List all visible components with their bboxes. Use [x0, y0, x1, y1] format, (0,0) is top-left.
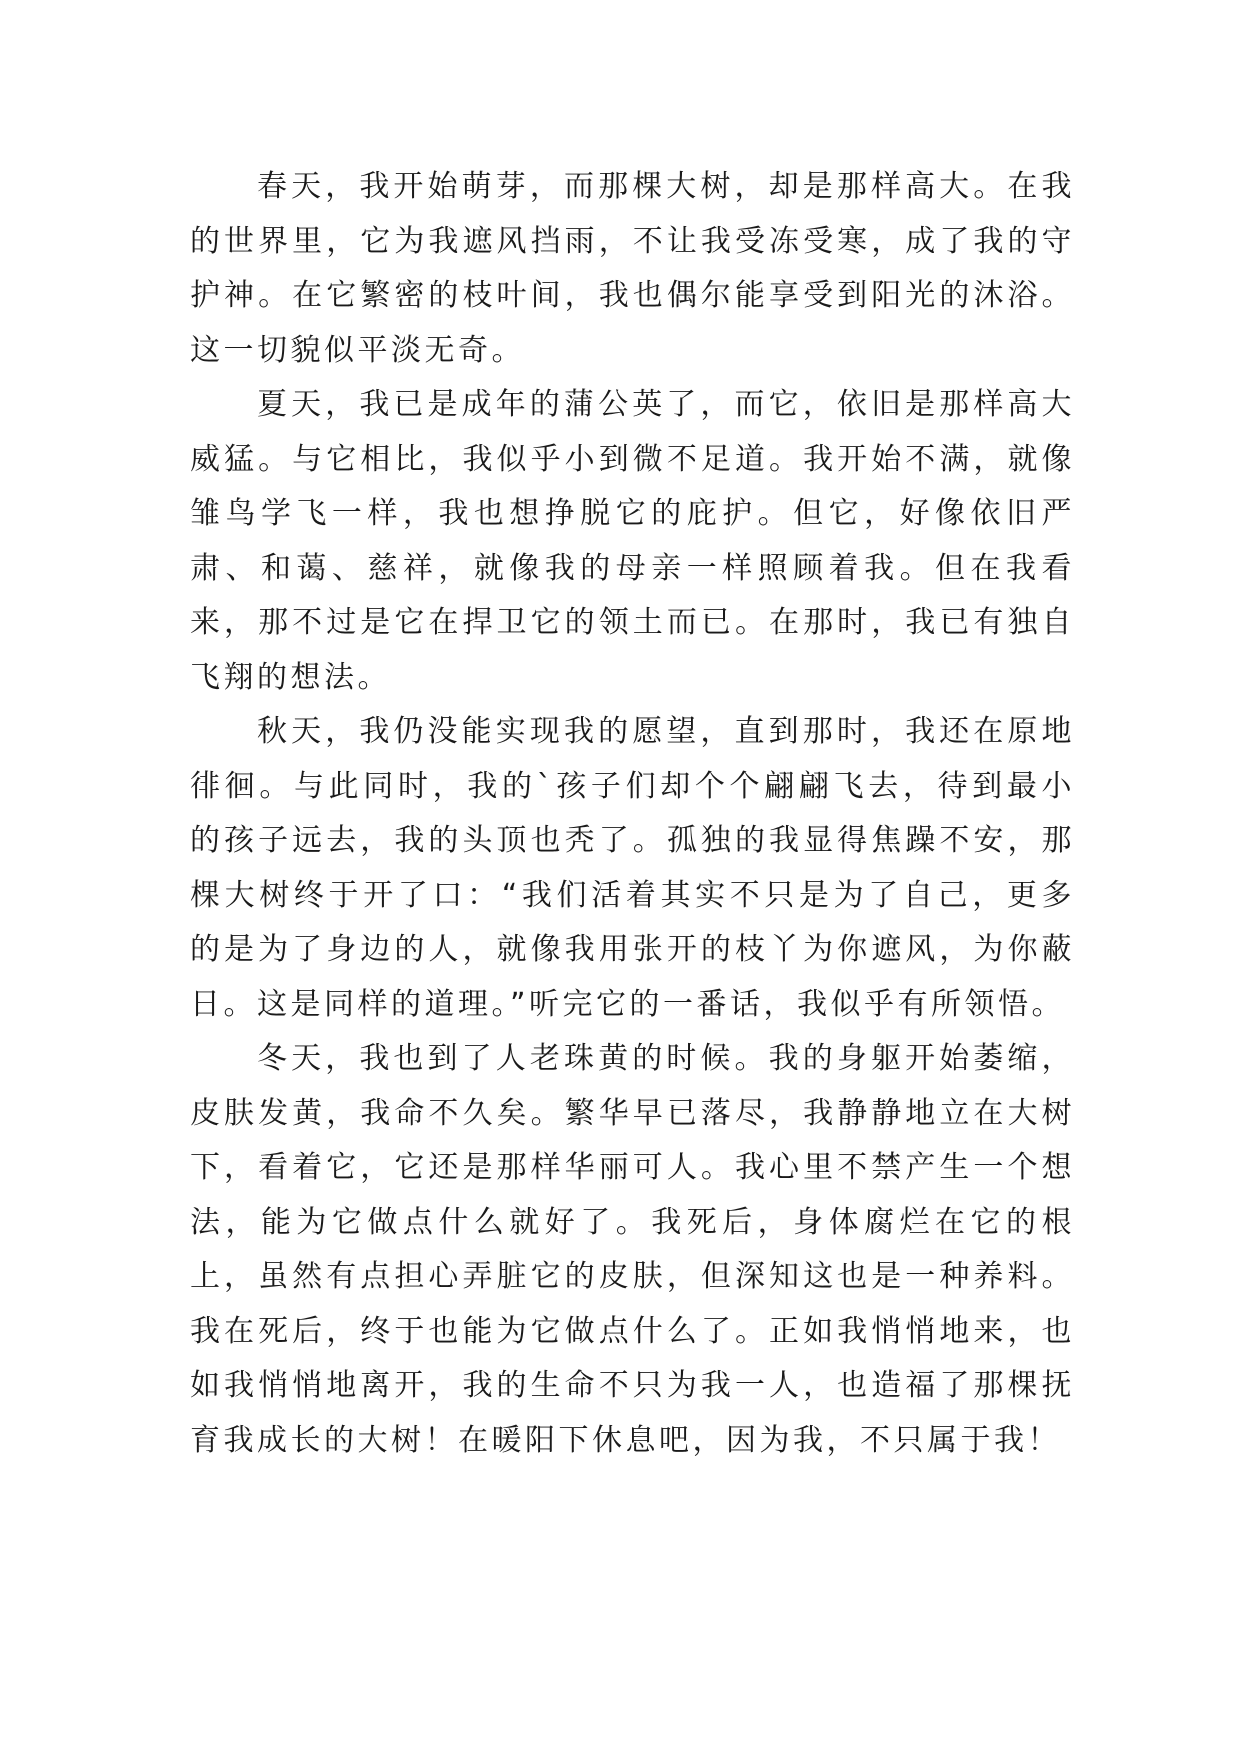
paragraph-summer: 夏天，我已是成年的蒲公英了，而它，依旧是那样高大威猛。与它相比，我似乎小到微不足道。我开始不满，就像雏鸟学飞一样，我也想挣脱它的庇护。但它，好像依旧严肃、和蔼、慈祥，就像我的母亲一样照顾着我。但在我看来，那不过是它在捍卫它的领土而已。在那时，我已有独自飞翔的想法。 [190, 387, 1075, 695]
paragraph-winter: 冬天，我也到了人老珠黄的时候。我的身躯开始萎缩，皮肤发黄，我命不久矣。繁华早已落尽，我静静地立在大树下，看着它，它还是那样华丽可人。我心里不禁产生一个想法，能为它做点什么就好了。我死后，身体腐烂在它的根上，虽然有点担心弄脏它的皮肤，但深知这也是一种养料。我在死后，终于也能为它做点什么了。正如我悄悄地来，也如我悄悄地离开，我的生命不只为我一人，也造福了那棵抚育我成长的大树！在暖阳下休息吧，因为我，不只属于我！ [190, 1041, 1075, 1458]
paragraph-autumn: 秋天，我仍没能实现我的愿望，直到那时，我还在原地徘徊。与此同时，我的`孩子们却个个翩翩飞去，待到最小的孩子远去，我的头顶也秃了。孤独的我显得焦躁不安，那棵大树终于开了口：“我们活着其实不只是为了自己，更多的是为了身边的人，就像我用张开的枝丫为你遮风，为你蔽日。这是同样的道理。”听完它的一番话，我似乎有所领悟。 [190, 714, 1075, 1022]
essay-body [190, 160, 1075, 1468]
paragraph-spring: 春天，我开始萌芽，而那棵大树，却是那样高大。在我的世界里，它为我遮风挡雨，不让我受冻受寒，成了我的守护神。在它繁密的枝叶间，我也偶尔能享受到阳光的沐浴。这一切貌似平淡无奇。 [190, 169, 1075, 368]
